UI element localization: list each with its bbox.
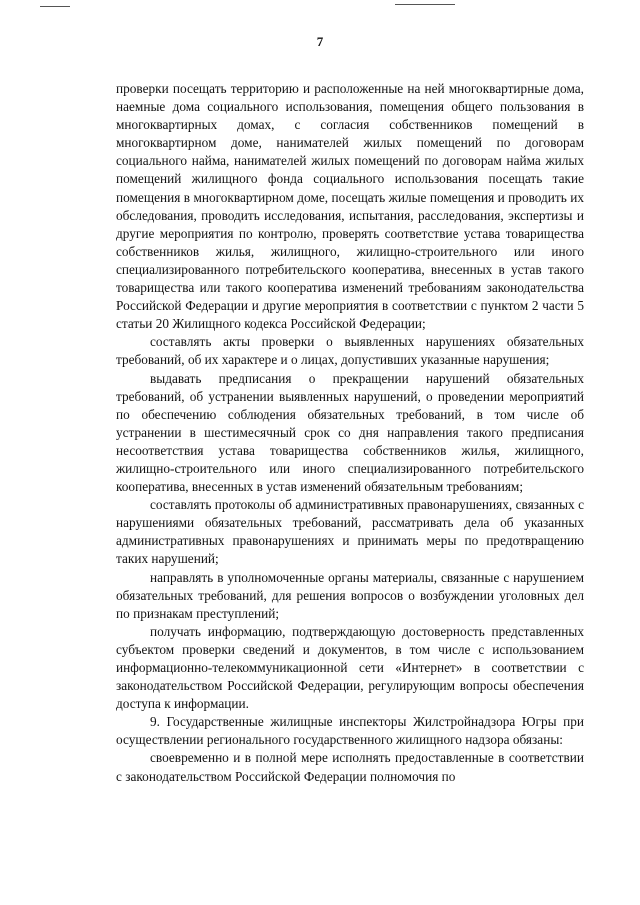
document-body [116,80,584,786]
scan-mark-right [395,4,455,5]
paragraph: выдавать предписания о прекращении нарушений обязательных требований, об устранении выявленных нарушений, о проведении мероприятий по обеспечению соблюдения обязательных требований, в том числе об устранении в шестимесячный срок со дня направления такого предписания несоответствия устава товарищества собственников жилья, жилищного, жилищно-строительного или иного специализированного потребительского кооператива, внесенных в устав изменений обязательным требованиям; [116,370,584,495]
paragraph: проверки посещать территорию и расположенные на ней многоквартирные дома, наемные дома социального использования, помещения общего пользования в многоквартирных домах, с согласия собственников помещений в многоквартирном доме, нанимателей жилых помещений по договорам социального найма, нанимателей жилых помещений по договорам найма жилых помещений жилищного фонда социального использования посещать такие помещения в многоквартирном доме, посещать жилые помещения и проводить их обследования, проводить исследования, испытания, расследования, экспертизы и другие мероприятия по контролю, проверять соответствие устава товарищества собственников жилья, жилищного, жилищно-строительного или иного специализированного потребительского кооператива, внесенных в устав такого товарищества или такого кооператива изменений требованиям законодательства Российской Федерации и другие мероприятия в соответствии с пунктом 2 части 5 статьи 20 Жилищного кодекса Российской Федерации; [116,81,584,332]
page-number: 7 [316,34,324,49]
paragraph: 9. Государственные жилищные инспекторы Жилстройнадзора Югры при осуществлении регионального государственного жилищного надзора обязаны: [116,714,584,748]
paragraph: направлять в уполномоченные органы материалы, связанные с нарушением обязательных требований, для решения вопросов о возбуждении уголовных дел по признакам преступлений; [116,569,584,621]
paragraph: составлять акты проверки о выявленных нарушениях обязательных требований, об их характере и о лицах, допустивших указанные нарушения; [116,334,584,368]
paragraph: своевременно и в полной мере исполнять предоставленные в соответствии с законодательством Российской Федерации полномочия по [116,750,584,784]
paragraph: составлять протоколы об административных правонарушениях, связанных с нарушениями обязательных требований, рассматривать дела об указанных административных правонарушениях и принимать меры по предотвращению таких нарушений; [116,497,584,567]
paragraph: получать информацию, подтверждающую достоверность представленных субъектом проверки сведений и документов, в том числе с использованием информационно-телекоммуникационной сети «Интернет» в соответствии с законодательством Российской Федерации, регулирующим вопросы обеспечения доступа к информации. [116,623,584,712]
scan-mark-left [40,6,70,7]
